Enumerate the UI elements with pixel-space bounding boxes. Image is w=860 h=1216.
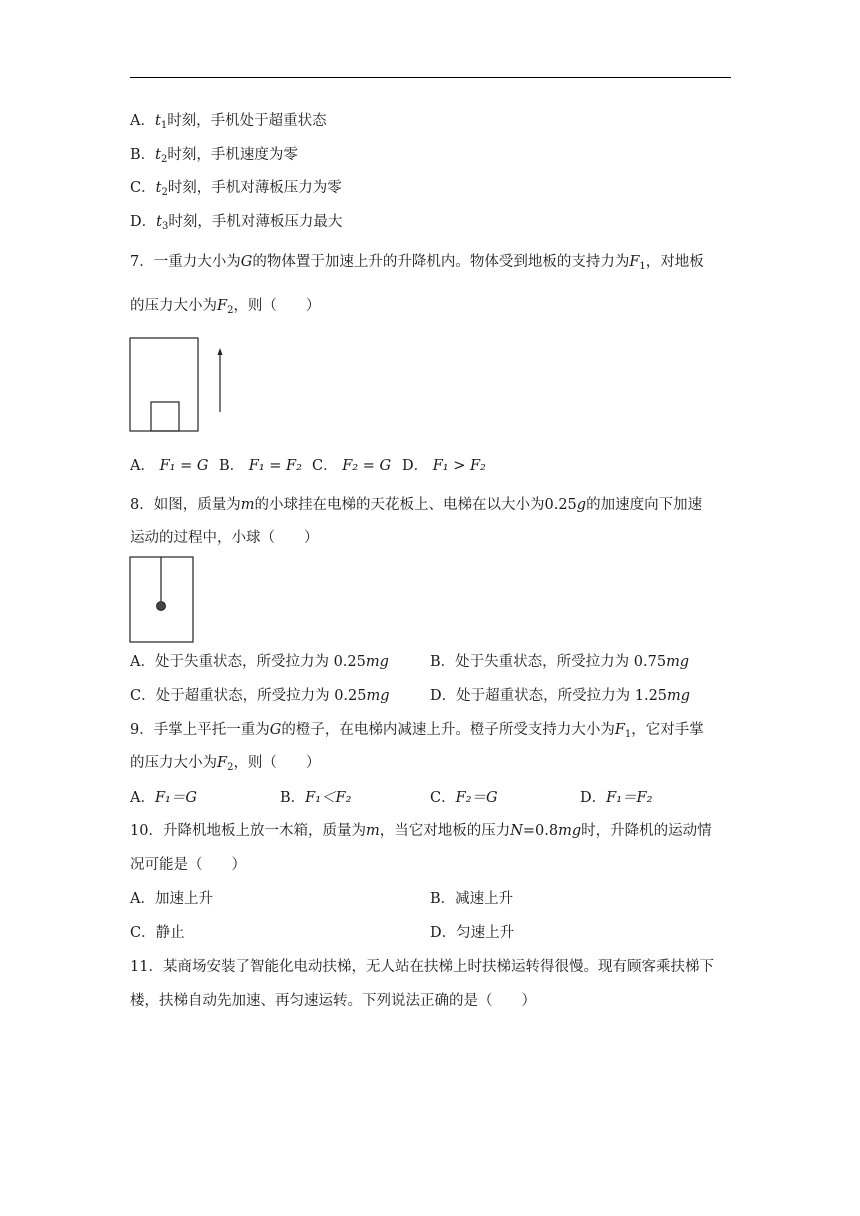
q10-option-b: B．减速上升 [430,891,514,907]
q10-option-a: A．加速上升 [130,891,213,907]
up-arrow-icon [218,348,223,355]
q6-option-c: C．$t_2$时刻，手机对薄板压力为零 [130,180,342,198]
q6-option-a: A．$t_1$时刻，手机处于超重状态 [130,113,327,131]
q11-stem-line1: 11．某商场安装了智能化电动扶梯，无人站在扶梯上时扶梯运转得很慢。现有顾客乘扶梯下 [130,959,714,975]
q6-option-b: B．$t_2$时刻，手机速度为零 [130,147,298,165]
q9-option-c: C．F₂＝G [430,790,498,806]
q9-stem-line1: 9．手掌上平托一重为G的橙子，在电梯内减速上升。橙子所受支持力大小为$F_1$，它对手掌 [130,722,704,740]
q8-elevator-figure [128,555,196,645]
elevator-cabin [130,338,198,431]
q9-option-d: D．F₁＝F₂ [580,790,653,806]
q7-stem-line1: 7．一重力大小为G的物体置于加速上升的升降机内。物体受到地板的支持力为$F_1$，对地板 [130,254,704,272]
q8-option-b: B．处于失重状态，所受拉力为 0.75mg [430,654,690,670]
q10-option-d: D．匀速上升 [430,925,515,941]
q8-stem-line2: 运动的过程中，小球（ ） [130,530,319,546]
q9-option-a: A．F₁＝G [130,790,197,806]
q7-option-d: D． F₁ > F₂ [402,458,486,474]
q9-option-b: B．F₁＜F₂ [280,790,352,806]
q10-stem-line1: 10．升降机地板上放一木箱，质量为m，当它对地板的压力N=0.8mg时，升降机的运动情 [130,823,712,839]
q10-stem-line2: 况可能是（ ） [130,857,246,873]
q8-option-c: C．处于超重状态，所受拉力为 0.25mg [130,688,390,704]
q7-option-a: A． F₁ = G [130,458,209,474]
q7-option-b: B． F₁ = F₂ [219,458,302,474]
q8-option-d: D．处于超重状态，所受拉力为 1.25mg [430,688,691,704]
q9-stem-line2: 的压力大小为$F_2$，则（ ） [130,755,321,773]
q10-option-c: C．静止 [130,925,185,941]
q8-option-a: A．处于失重状态，所受拉力为 0.25mg [130,654,389,670]
q8-stem-line1: 8．如图，质量为m的小球挂在电梯的天花板上、电梯在以大小为0.25g的加速度向下加速 [130,497,703,513]
q6-option-d: D．$t_3$时刻，手机对薄板压力最大 [130,214,343,232]
q7-elevator-figure [128,336,228,434]
q11-stem-line2: 楼，扶梯自动先加速、再匀速运转。下列说法正确的是（ ） [130,993,536,1009]
header-rule [130,77,731,78]
ball-icon [157,602,166,611]
q7-option-c: C． F₂ = G [312,458,392,474]
q7-stem-line2: 的压力大小为$F_2$，则（ ） [130,298,321,316]
object-block [151,402,179,431]
